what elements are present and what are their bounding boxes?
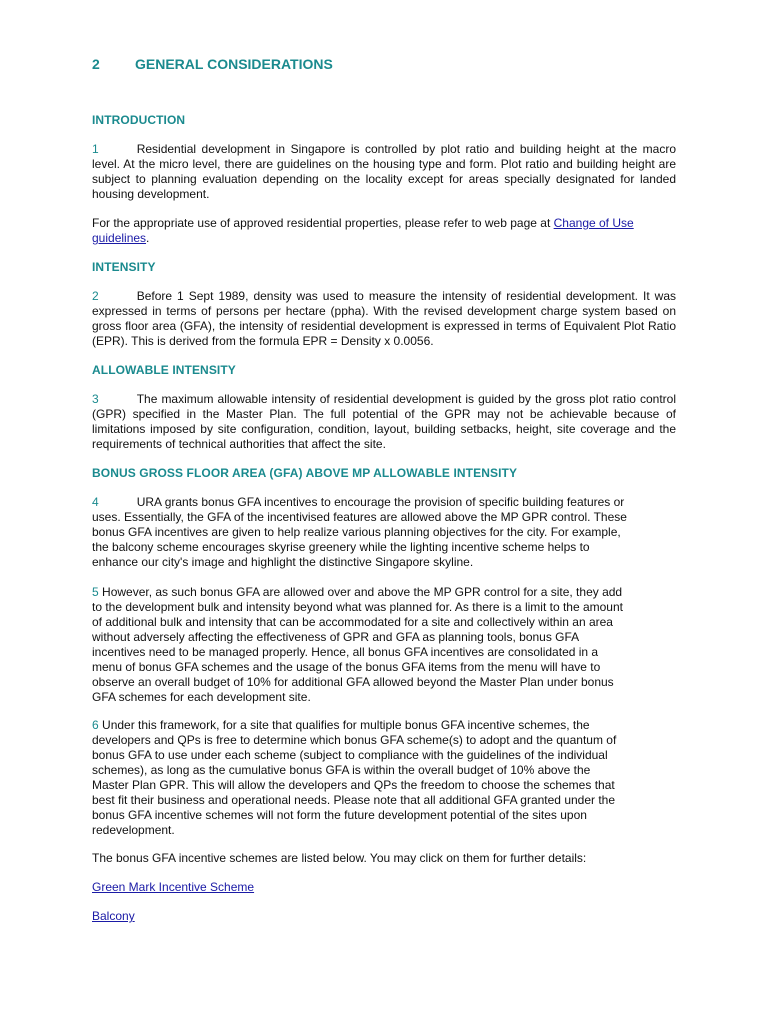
heading-allowable-intensity: ALLOWABLE INTENSITY (92, 363, 236, 377)
paragraph-line: the balcony scheme encourages skyrise greenery while the lighting incentive scheme helps to (92, 540, 590, 554)
paragraph-text: Residential development in Singapore is controlled by plot ratio and building height at the macro level. At the micro level, there are guidelines on the housing type and form. Plot ratio and building height are subject to planning evaluation depending on the locality except for areas specially designated for landed housing development. (92, 142, 676, 201)
paragraph-line: Master Plan GPR. This will allow the developers and QPs the freedom to choose the schemes that (92, 778, 615, 792)
paragraph-line: without adversely affecting the effectiveness of GPR and GFA as planning tools, bonus GFA (92, 630, 580, 644)
paragraph-line: enhance our city's image and highlight the distinctive Singapore skyline. (92, 555, 474, 569)
paragraph-change-of-use (92, 216, 676, 246)
paragraph-line: of additional bulk and intensity that can be accommodated for a site and collectively within an area (92, 615, 613, 629)
paragraph-line: Under this framework, for a site that qualifies for multiple bonus GFA incentive schemes, the (102, 718, 590, 732)
paragraph-line: redevelopment. (92, 823, 175, 837)
paragraph-text: The maximum allowable intensity of residential development is guided by the gross plot ratio control (GPR) specified in the Master Plan. The full potential of the GPR may not be achievable because of limitations imposed by site configuration, condition, layout, building setbacks, height, site coverage and the requirements of technical authorities that affect the site. (92, 392, 676, 451)
chapter-title (92, 56, 333, 72)
paragraph-number: 3 (92, 392, 99, 406)
paragraph-number: 6 (92, 718, 99, 732)
paragraph-number: 4 (92, 495, 99, 509)
paragraph-3 (92, 392, 676, 452)
chapter-number: 2 (92, 56, 100, 72)
paragraph-line: menu of bonus GFA schemes and the usage of the bonus GFA items from the menu will have to (92, 660, 601, 674)
paragraph-line: bonus GFA incentives are given to help realize various planning objectives for the city. For example, (92, 525, 621, 539)
paragraph-line: uses. Essentially, the GFA of the incentivised features are allowed above the MP GPR control. These (92, 510, 627, 524)
green-mark-incentive-scheme-link[interactable]: Green Mark Incentive Scheme (92, 880, 255, 894)
period: . (146, 231, 150, 245)
paragraph-text: For the appropriate use of approved residential properties, please refer to web page at (92, 216, 554, 230)
chapter-title-text: GENERAL CONSIDERATIONS (135, 56, 333, 72)
paragraph-line: bonus GFA to use under each scheme (subject to compliance with the guidelines of the individual (92, 748, 608, 762)
heading-bonus-gfa: BONUS GROSS FLOOR AREA (GFA) ABOVE MP ALLOWABLE INTENSITY (92, 466, 518, 480)
paragraph-line: observe an overall budget of 10% for additional GFA allowed beyond the Master Plan under bonus (92, 675, 614, 689)
paragraph-line: schemes), as long as the cumulative bonus GFA is within the overall budget of 10% above the (92, 763, 591, 777)
scheme-link-item (92, 880, 676, 895)
paragraph-2 (92, 289, 676, 349)
paragraph-4 (92, 495, 676, 570)
paragraph-text: Before 1 Sept 1989, density was used to measure the intensity of residential development. It was expressed in terms of persons per hectare (ppha). With the revised development charge system based on gross floor area (GFA), the intensity of residential development is expressed in terms of Equivalent Plot Ratio (EPR). This is derived from the formula EPR = Density x 0.0056. (92, 289, 676, 348)
change-of-use-link[interactable]: Change of Use guidelines (92, 216, 634, 245)
paragraph-1 (92, 142, 676, 202)
paragraph-5 (92, 585, 676, 705)
heading-introduction: INTRODUCTION (92, 113, 186, 127)
paragraph-line: GFA schemes for each development site. (92, 690, 311, 704)
paragraph-line: incentives need to be managed properly. Hence, all bonus GFA incentives are consolidated in a (92, 645, 599, 659)
paragraph-line: best fit their business and operational needs. Please note that all additional GFA granted under the (92, 793, 616, 807)
paragraph-line: developers and QPs is free to determine which bonus GFA scheme(s) to adopt and the quantum of (92, 733, 617, 747)
paragraph-number: 2 (92, 289, 99, 303)
scheme-link-item (92, 909, 676, 924)
paragraph-line: to the development bulk and intensity beyond what was planned for. As there is a limit to the amount (92, 600, 623, 614)
list-intro: The bonus GFA incentive schemes are listed below. You may click on them for further details: (92, 851, 587, 865)
heading-intensity: INTENSITY (92, 260, 156, 274)
paragraph-number: 5 (92, 585, 99, 599)
paragraph-number: 1 (92, 142, 99, 156)
paragraph-line: URA grants bonus GFA incentives to encourage the provision of specific building features or (136, 495, 625, 509)
paragraph-line: bonus GFA incentive schemes will not form the future development potential of the sites upon (92, 808, 587, 822)
paragraph-line: However, as such bonus GFA are allowed over and above the MP GPR control for a site, they add (102, 585, 623, 599)
paragraph-6 (92, 718, 676, 838)
balcony-link[interactable]: Balcony (92, 909, 135, 923)
